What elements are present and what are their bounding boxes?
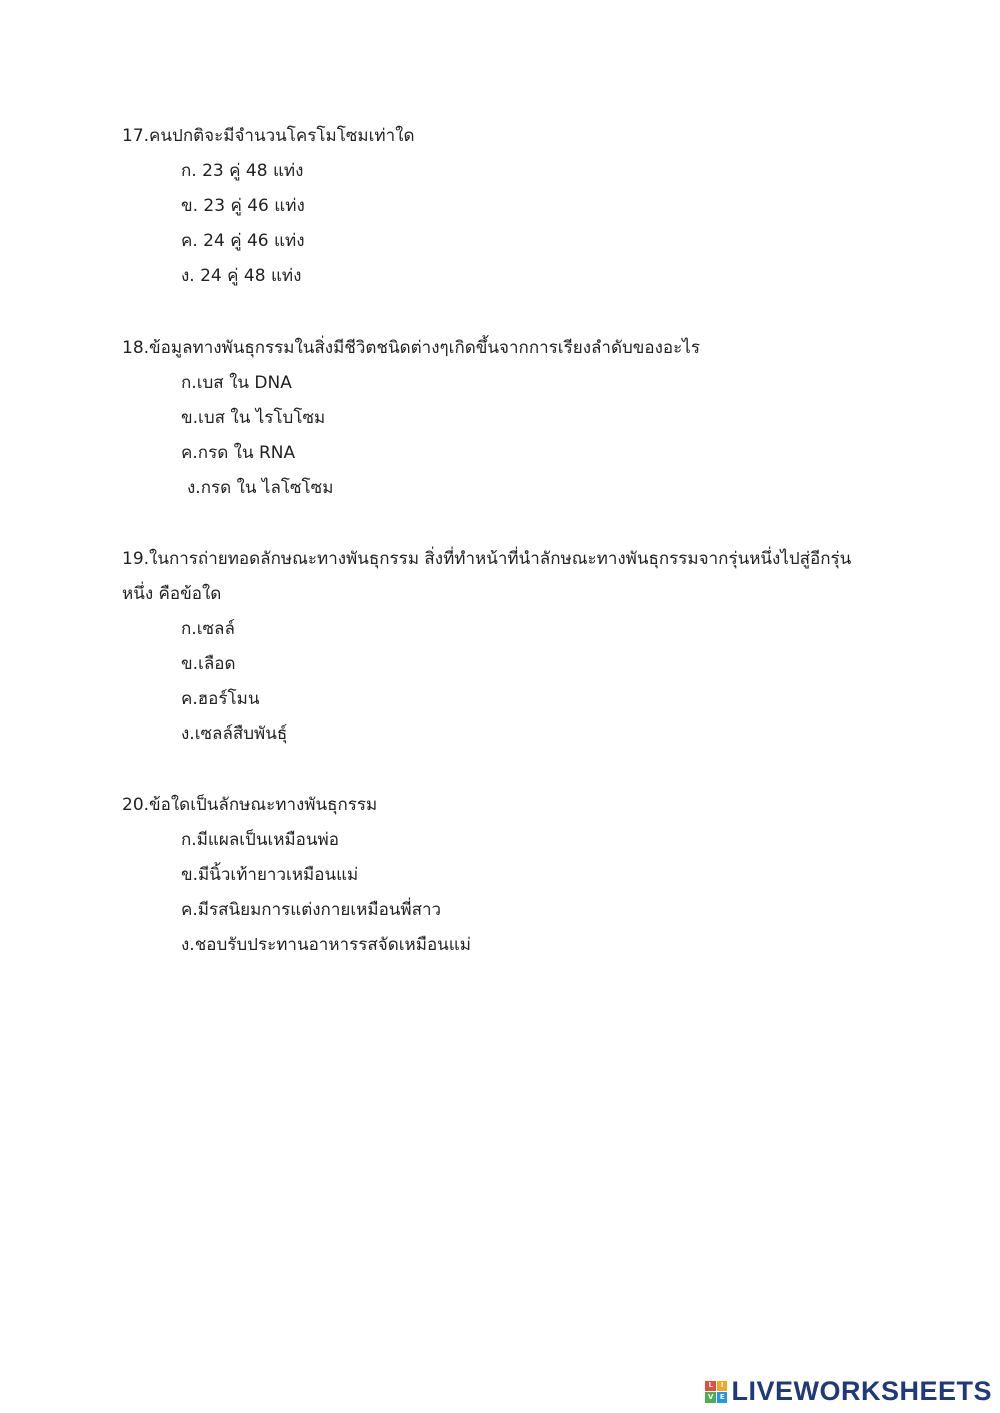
- liveworksheets-logo-icon: [705, 1381, 727, 1403]
- choice-17-c[interactable]: ค. 24 คู่ 46 แท่ง: [181, 231, 305, 251]
- logo-letter-i: I: [717, 1381, 728, 1392]
- question-19-text: 19.ในการถ่ายทอดลักษณะทางพันธุกรรม สิ่งที่ทำหน้าที่นำลักษณะทางพันธุกรรมจากรุ่นหนึ่งไปสู่อีกรุ่นหนึ่ง คือข้อใด: [122, 549, 852, 604]
- choice-19-d[interactable]: ง.เซลล์สืบพันธุ์: [181, 724, 288, 744]
- question-19: [122, 542, 882, 752]
- question-18: [122, 331, 882, 506]
- choice-17-d[interactable]: ง. 24 คู่ 48 แท่ง: [181, 266, 302, 286]
- choice-20-c[interactable]: ค.มีรสนิยมการแต่งกายเหมือนพี่สาว: [181, 900, 442, 920]
- question-19-choices: [122, 612, 882, 752]
- choice-18-d[interactable]: ง.กรด ใน ไลโซโซม: [187, 478, 334, 498]
- choice-20-d[interactable]: ง.ชอบรับประทานอาหารรสจัดเหมือนแม่: [181, 935, 471, 955]
- liveworksheets-brand: [705, 1376, 992, 1407]
- question-17: [122, 119, 882, 294]
- question-20-text: 20.ข้อใดเป็นลักษณะทางพันธุกรรม: [122, 795, 378, 815]
- choice-19-c[interactable]: ค.ฮอร์โมน: [181, 689, 260, 709]
- question-20-choices: [122, 823, 882, 963]
- choice-20-b[interactable]: ข.มีนิ้วเท้ายาวเหมือนแม่: [181, 865, 359, 885]
- logo-letter-v: V: [705, 1392, 716, 1403]
- question-18-text: 18.ข้อมูลทางพันธุกรรมในสิ่งมีชีวิตชนิดต่างๆเกิดขึ้นจากการเรียงลำดับของอะไร: [122, 338, 700, 358]
- choice-18-c[interactable]: ค.กรด ใน RNA: [181, 443, 296, 463]
- question-18-choices: [122, 366, 882, 506]
- brand-name: LIVEWORKSHEETS: [731, 1376, 992, 1406]
- question-20: [122, 788, 882, 963]
- choice-19-a[interactable]: ก.เซลล์: [181, 619, 235, 639]
- choice-19-b[interactable]: ข.เลือด: [181, 654, 236, 674]
- question-17-choices: [122, 154, 882, 294]
- choice-17-a[interactable]: ก. 23 คู่ 48 แท่ง: [181, 161, 304, 181]
- logo-letter-l: L: [705, 1381, 716, 1392]
- choice-20-a[interactable]: ก.มีแผลเป็นเหมือนพ่อ: [181, 830, 339, 850]
- choice-18-a[interactable]: ก.เบส ใน DNA: [181, 373, 292, 393]
- logo-letter-e: E: [717, 1392, 728, 1403]
- choice-17-b[interactable]: ข. 23 คู่ 46 แท่ง: [181, 196, 305, 216]
- question-17-text: 17.คนปกติจะมีจำนวนโครโมโซมเท่าใด: [122, 126, 415, 146]
- choice-18-b[interactable]: ข.เบส ใน ไรโบโซม: [181, 408, 326, 428]
